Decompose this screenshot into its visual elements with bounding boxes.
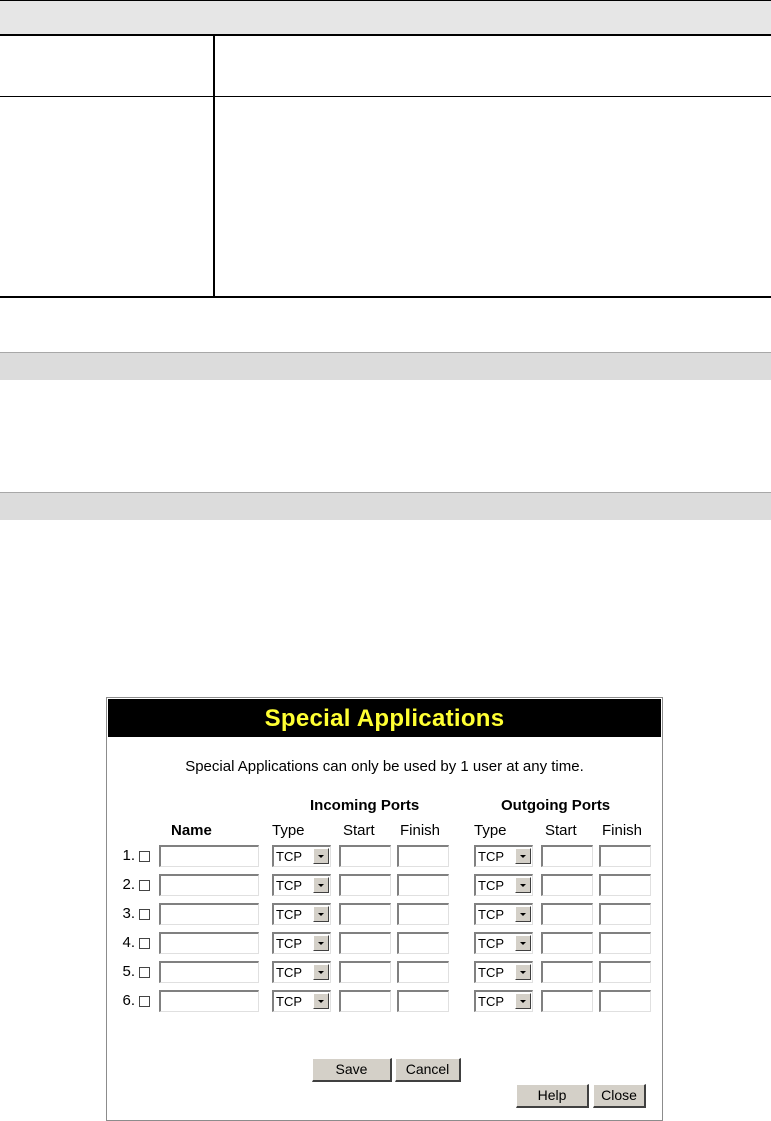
name-column-header: Name <box>171 822 212 839</box>
select-value: TCP <box>276 994 302 1009</box>
outgoing-start-input[interactable] <box>541 961 593 983</box>
row-number: 3. <box>122 905 135 922</box>
incoming-finish-input[interactable] <box>397 903 449 925</box>
outgoing-start-input[interactable] <box>541 932 593 954</box>
incoming-type-select[interactable] <box>272 903 331 925</box>
incoming-type-header: Type <box>272 822 305 839</box>
outgoing-start-input[interactable] <box>541 990 593 1012</box>
incoming-type-select[interactable] <box>272 990 331 1012</box>
outgoing-type-header: Type <box>474 822 507 839</box>
help-button[interactable]: Help <box>516 1084 589 1108</box>
row-number: 5. <box>122 963 135 980</box>
outgoing-start-input[interactable] <box>541 903 593 925</box>
outgoing-type-select[interactable] <box>474 903 533 925</box>
enable-checkbox[interactable] <box>139 880 150 891</box>
name-input[interactable] <box>159 961 259 983</box>
select-value: TCP <box>478 936 504 951</box>
application-row <box>107 932 662 954</box>
chevron-down-icon[interactable] <box>515 935 531 951</box>
select-value: TCP <box>478 907 504 922</box>
select-value: TCP <box>276 907 302 922</box>
incoming-ports-heading: Incoming Ports <box>310 797 420 814</box>
incoming-finish-input[interactable] <box>397 961 449 983</box>
chevron-down-icon[interactable] <box>313 906 329 922</box>
enable-checkbox[interactable] <box>139 909 150 920</box>
row-number: 4. <box>122 934 135 951</box>
enable-checkbox[interactable] <box>139 996 150 1007</box>
incoming-start-header: Start <box>343 822 375 839</box>
incoming-type-select[interactable] <box>272 874 331 896</box>
name-input[interactable] <box>159 845 259 867</box>
outgoing-type-select[interactable] <box>474 961 533 983</box>
table-header-bar <box>0 0 771 36</box>
application-row <box>107 845 662 867</box>
enable-checkbox[interactable] <box>139 967 150 978</box>
cancel-button[interactable]: Cancel <box>395 1058 461 1082</box>
chevron-down-icon[interactable] <box>515 906 531 922</box>
row-number: 1. <box>122 847 135 864</box>
outgoing-type-select[interactable] <box>474 932 533 954</box>
close-button[interactable]: Close <box>593 1084 646 1108</box>
outgoing-start-input[interactable] <box>541 874 593 896</box>
outgoing-finish-input[interactable] <box>599 874 651 896</box>
incoming-start-input[interactable] <box>339 845 391 867</box>
select-value: TCP <box>276 965 302 980</box>
application-row <box>107 961 662 983</box>
name-input[interactable] <box>159 932 259 954</box>
incoming-type-select[interactable] <box>272 932 331 954</box>
name-input[interactable] <box>159 990 259 1012</box>
table-cell <box>0 97 215 296</box>
chevron-down-icon[interactable] <box>515 993 531 1009</box>
outgoing-finish-input[interactable] <box>599 961 651 983</box>
select-value: TCP <box>478 849 504 864</box>
incoming-type-select[interactable] <box>272 845 331 867</box>
select-value: TCP <box>276 936 302 951</box>
table-cell <box>0 36 215 96</box>
enable-checkbox[interactable] <box>139 851 150 862</box>
table-row <box>0 97 771 296</box>
name-input[interactable] <box>159 903 259 925</box>
table-cell <box>215 97 771 296</box>
table-cell <box>215 36 771 96</box>
outgoing-finish-input[interactable] <box>599 990 651 1012</box>
application-row <box>107 903 662 925</box>
outgoing-finish-input[interactable] <box>599 845 651 867</box>
select-value: TCP <box>478 994 504 1009</box>
chevron-down-icon[interactable] <box>313 964 329 980</box>
row-number: 6. <box>122 992 135 1009</box>
name-input[interactable] <box>159 874 259 896</box>
chevron-down-icon[interactable] <box>313 993 329 1009</box>
chevron-down-icon[interactable] <box>515 848 531 864</box>
application-row <box>107 874 662 896</box>
outgoing-start-header: Start <box>545 822 577 839</box>
dialog-title: Special Applications <box>108 699 661 737</box>
incoming-start-input[interactable] <box>339 874 391 896</box>
outgoing-ports-heading: Outgoing Ports <box>501 797 611 814</box>
row-number: 2. <box>122 876 135 893</box>
outgoing-type-select[interactable] <box>474 874 533 896</box>
incoming-start-input[interactable] <box>339 990 391 1012</box>
select-value: TCP <box>478 878 504 893</box>
table-row <box>0 36 771 97</box>
incoming-finish-input[interactable] <box>397 845 449 867</box>
usage-notice: Special Applications can only be used by 1 user at any time. <box>185 758 584 775</box>
outgoing-type-select[interactable] <box>474 845 533 867</box>
incoming-start-input[interactable] <box>339 903 391 925</box>
enable-checkbox[interactable] <box>139 938 150 949</box>
select-value: TCP <box>478 965 504 980</box>
section-heading-bar <box>0 352 771 380</box>
incoming-finish-input[interactable] <box>397 874 449 896</box>
chevron-down-icon[interactable] <box>313 877 329 893</box>
select-value: TCP <box>276 878 302 893</box>
chevron-down-icon[interactable] <box>515 877 531 893</box>
save-button[interactable]: Save <box>312 1058 392 1082</box>
outgoing-type-select[interactable] <box>474 990 533 1012</box>
incoming-type-select[interactable] <box>272 961 331 983</box>
outgoing-finish-header: Finish <box>602 822 643 839</box>
special-applications-dialog <box>106 697 663 1121</box>
outgoing-finish-input[interactable] <box>599 903 651 925</box>
incoming-finish-input[interactable] <box>397 990 449 1012</box>
chevron-down-icon[interactable] <box>313 935 329 951</box>
incoming-finish-header: Finish <box>400 822 441 839</box>
outgoing-start-input[interactable] <box>541 845 593 867</box>
chevron-down-icon[interactable] <box>515 964 531 980</box>
chevron-down-icon[interactable] <box>313 848 329 864</box>
incoming-finish-input[interactable] <box>397 932 449 954</box>
select-value: TCP <box>276 849 302 864</box>
document-table <box>0 0 771 298</box>
section-heading-bar <box>0 492 771 520</box>
outgoing-finish-input[interactable] <box>599 932 651 954</box>
incoming-start-input[interactable] <box>339 961 391 983</box>
application-row <box>107 990 662 1012</box>
incoming-start-input[interactable] <box>339 932 391 954</box>
